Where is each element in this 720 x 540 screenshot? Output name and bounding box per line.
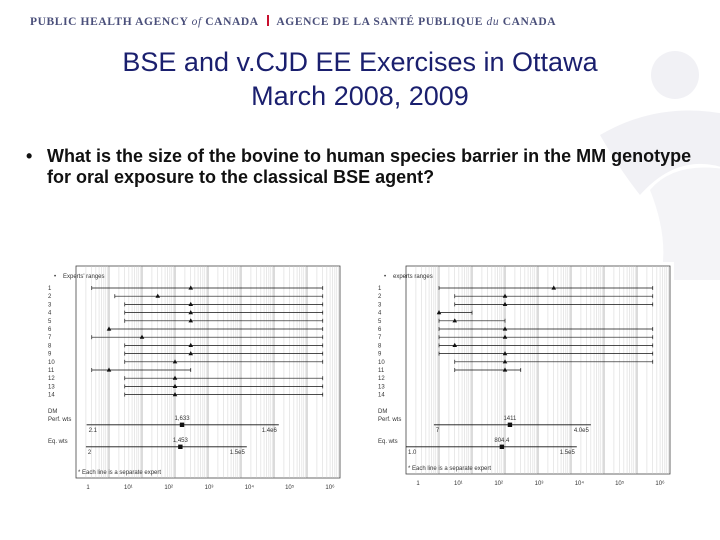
- row-label: 10: [48, 359, 55, 366]
- chart-2009-plot: [368, 262, 674, 488]
- pooled-best-estimate-marker: [508, 423, 512, 427]
- x-tick-label: 10²: [494, 481, 504, 487]
- x-tick-label: 10⁵: [615, 481, 625, 487]
- agency-name-en: PUBLIC HEALTH AGENCY: [30, 16, 189, 28]
- agency-name-fr: AGENCE DE LA SANTÉ PUBLIQUE: [276, 16, 484, 28]
- pooled-high-label: 1.5e5: [559, 449, 575, 456]
- row-label: 12: [48, 376, 55, 383]
- x-tick-label: 10⁶: [325, 485, 335, 491]
- row-label: 6: [48, 327, 52, 333]
- expert-best-estimate-marker: [188, 310, 193, 314]
- row-label: 4: [378, 310, 382, 317]
- row-label: 6: [378, 327, 382, 333]
- expert-best-estimate-marker: [155, 294, 160, 298]
- row-label: 14: [378, 392, 385, 399]
- expert-best-estimate-marker: [551, 285, 556, 289]
- x-tick-label: 10⁴: [574, 481, 584, 487]
- legend-bullet: •: [54, 274, 57, 280]
- expert-best-estimate-marker: [188, 285, 193, 289]
- pooled-label: Perf. wts: [48, 416, 72, 423]
- pooled-high-label: 4.0e5: [573, 427, 589, 434]
- row-label: 14: [48, 392, 55, 399]
- x-tick-label: 10⁴: [244, 485, 254, 491]
- agency-name-en-end: CANADA: [205, 16, 259, 28]
- agency-name: [30, 15, 556, 28]
- chart-2008-plot: [38, 262, 344, 492]
- legend-text: Experts' ranges: [63, 274, 105, 280]
- chart-footnote: * Each line is a separate expert: [408, 466, 492, 472]
- row-label: 2: [48, 294, 52, 301]
- row-label: 13: [378, 384, 385, 391]
- x-tick-label: 1: [86, 485, 90, 491]
- x-tick-label: 10³: [204, 485, 214, 491]
- chart-2008: [38, 262, 344, 492]
- pooled-best-estimate-marker: [180, 423, 184, 427]
- expert-best-estimate-marker: [452, 343, 457, 347]
- pooled-label: Perf. wts: [378, 416, 402, 423]
- slide-title-line1: BSE and v.CJD EE Exercises in Ottawa: [122, 47, 598, 77]
- header-divider: [267, 15, 269, 26]
- year-label-2008: 2008: [175, 239, 204, 254]
- expert-best-estimate-marker: [188, 302, 193, 306]
- expert-best-estimate-marker: [452, 318, 457, 322]
- x-tick-label: 10³: [534, 481, 544, 487]
- legend-bullet: •: [384, 274, 387, 280]
- row-label: 10: [378, 359, 385, 366]
- pooled-low-label: 7: [435, 427, 440, 434]
- row-label: 7: [378, 335, 382, 342]
- expert-best-estimate-marker: [188, 351, 193, 355]
- expert-best-estimate-marker: [188, 343, 193, 347]
- pooled-high-label: 1.5e5: [229, 449, 245, 456]
- pooled-best-estimate-marker: [500, 445, 504, 449]
- bullet-marker: •: [26, 146, 33, 166]
- year-label-2009: 2009: [501, 239, 530, 254]
- x-tick-label: 1: [416, 481, 420, 487]
- chart-footnote: * Each line is a separate expert: [78, 470, 162, 476]
- pooled-low-label: 2: [87, 449, 92, 456]
- pooled-best-label: 804.4: [494, 437, 510, 444]
- agency-name-fr-end: CANADA: [502, 16, 557, 28]
- row-label: 12: [378, 376, 385, 383]
- x-tick-label: 10²: [164, 485, 174, 491]
- pooled-label: Eq. wts: [48, 438, 68, 445]
- row-label: 8: [48, 343, 52, 350]
- pooled-label: DM: [48, 408, 58, 415]
- row-label: 13: [48, 384, 55, 391]
- pooled-low-label: 2.1: [88, 427, 97, 434]
- row-label: 9: [48, 351, 52, 358]
- row-label: 7: [48, 335, 52, 342]
- pooled-high-label: 1.4e6: [261, 427, 277, 434]
- pooled-best-label: 1,453: [172, 437, 188, 444]
- agency-name-en-of: of: [191, 16, 202, 28]
- x-tick-label: 10¹: [123, 485, 133, 491]
- question-text: What is the size of the bovine to human species barrier in the MM genotype for oral exposure to the classical BSE agent?: [47, 146, 692, 187]
- row-label: 5: [378, 318, 382, 325]
- row-label: 3: [48, 302, 52, 309]
- expert-best-estimate-marker: [188, 318, 193, 322]
- row-label: 8: [378, 343, 382, 350]
- slide-title-line2: March 2008, 2009: [251, 81, 469, 111]
- pooled-best-label: 1411: [503, 415, 517, 422]
- x-tick-label: 10¹: [453, 481, 463, 487]
- pooled-best-label: 1,633: [174, 415, 190, 422]
- row-label: 11: [378, 368, 385, 374]
- chart-2009: [368, 262, 674, 488]
- x-tick-label: 10⁵: [285, 485, 295, 491]
- agency-name-fr-du: du: [486, 16, 500, 28]
- pooled-low-label: 1.0: [408, 449, 417, 456]
- x-tick-label: 10⁶: [655, 481, 665, 487]
- row-label: 11: [48, 368, 55, 374]
- legend-text: experts ranges: [393, 274, 433, 280]
- pooled-label: Eq. wts: [378, 438, 398, 445]
- row-label: 9: [378, 351, 382, 358]
- pooled-label: DM: [378, 408, 388, 415]
- slide-title: [0, 45, 720, 113]
- pooled-best-estimate-marker: [178, 445, 182, 449]
- row-label: 1: [378, 286, 382, 292]
- row-label: 1: [48, 286, 52, 292]
- row-label: 2: [378, 294, 382, 301]
- row-label: 3: [378, 302, 382, 309]
- row-label: 4: [48, 310, 52, 317]
- row-label: 5: [48, 318, 52, 325]
